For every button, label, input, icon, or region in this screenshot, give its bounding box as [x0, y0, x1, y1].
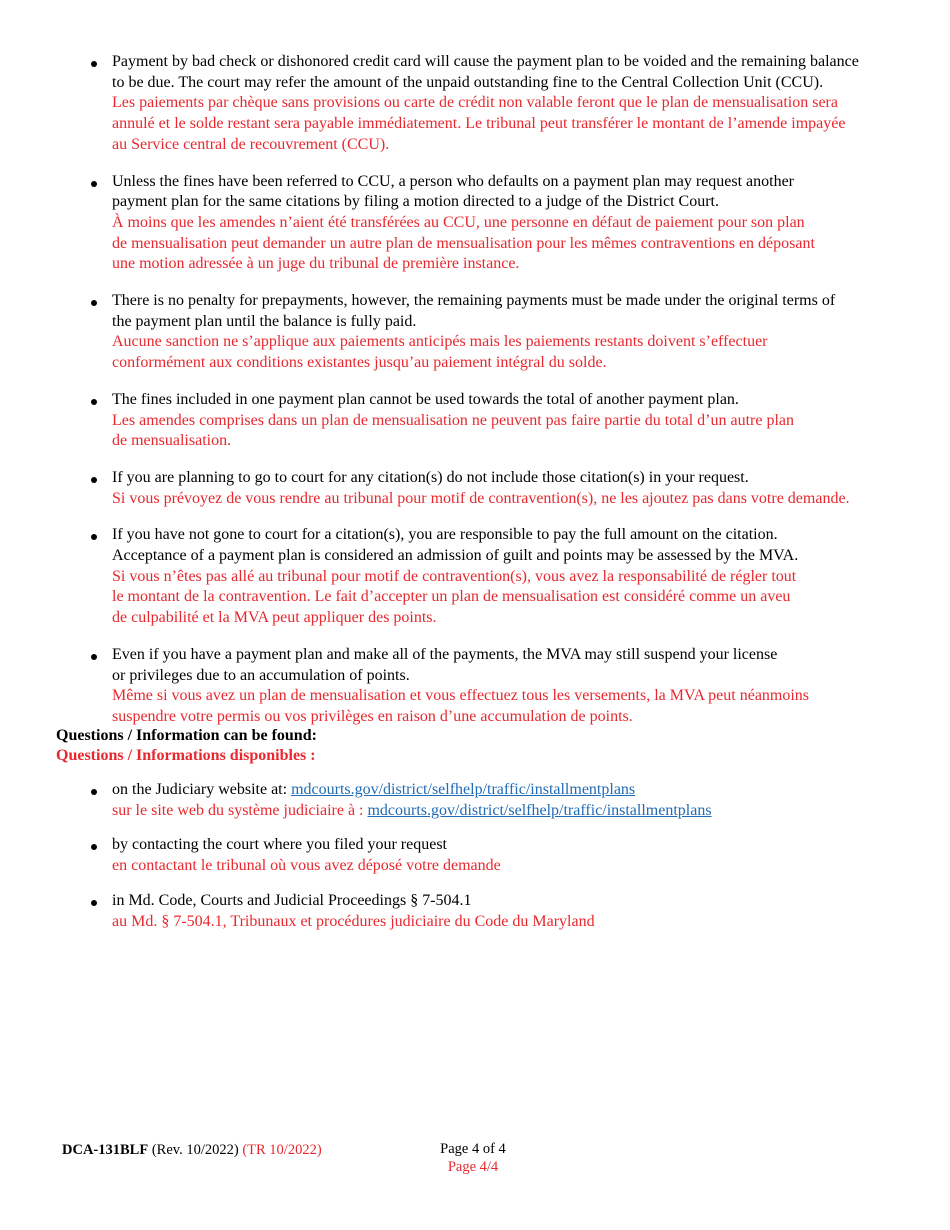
- list-item: [88, 525, 908, 629]
- text-line: There is no penalty for prepayments, however, the remaining payments must be made under the original terms of: [112, 292, 836, 310]
- bullet-text-fr: en contactant le tribunal où vous avez déposé votre demande: [112, 857, 501, 875]
- bullet-text-fr: [112, 489, 908, 510]
- text-line: annulé et le solde restant sera payable immédiatement. Le tribunal peut transférer le montant de l’amende impayée: [112, 115, 846, 133]
- list-item: [88, 291, 908, 374]
- bullet-text-en: [112, 780, 908, 801]
- bullet-text-en: [112, 172, 908, 213]
- text-line: to be due. The court may refer the amount of the unpaid outstanding fine to the Central Collection Unit (CCU).: [112, 73, 824, 91]
- bullet-text-en: [112, 52, 908, 93]
- text-line: Les paiements par chèque sans provisions ou carte de crédit non valable feront que le plan de mensualisation sera: [112, 94, 838, 112]
- bullet-text-fr: [112, 567, 908, 629]
- bullet-icon: [91, 477, 97, 483]
- text-line: the payment plan until the balance is fully paid.: [112, 312, 417, 330]
- bullet-icon: [91, 61, 97, 67]
- page-number: [400, 1140, 546, 1176]
- bullet-icon: [91, 900, 97, 906]
- bullet-icon: [91, 789, 97, 795]
- list-item: [88, 172, 908, 276]
- bullet-text-fr: [112, 93, 908, 155]
- list-item: [88, 52, 908, 156]
- bullet-icon: [91, 399, 97, 405]
- text-line: Si vous n’êtes pas allé au tribunal pour motif de contravention(s), vous avez la responsabilité de régler tout: [112, 567, 797, 585]
- list-item: [88, 645, 908, 728]
- text-line: une motion adressée à un juge du tribunal de première instance.: [112, 255, 520, 273]
- questions-heading-fr: Questions / Informations disponibles :: [56, 747, 316, 764]
- text-line: Even if you have a payment plan and make all of the payments, the MVA may still suspend your license: [112, 645, 778, 663]
- form-code: DCA-131BLF: [62, 1142, 149, 1158]
- text-line: Unless the fines have been referred to CCU, a person who defaults on a payment plan may request another: [112, 172, 794, 190]
- bullet-text-fr: au Md. § 7-504.1, Tribunaux et procédures judiciaire du Code du Maryland: [112, 912, 595, 930]
- form-revision-footer: [62, 1140, 322, 1161]
- questions-heading-en: Questions / Information can be found:: [56, 727, 317, 744]
- text-line: or privileges due to an accumulation of points.: [112, 666, 410, 684]
- bullet-text-fr: [112, 213, 908, 275]
- bullet-text-fr: [112, 411, 908, 452]
- text-line: suspendre votre permis ou vos privilèges en raison d’une accumulation de points.: [112, 707, 633, 725]
- page-number-en: Page 4 of 4: [440, 1141, 506, 1157]
- bullet-icon: [91, 181, 97, 187]
- text-line: Aucune sanction ne s’applique aux paiements anticipés mais les paiements restants doivent s’effectuer: [112, 333, 768, 351]
- bullet-icon: [91, 844, 97, 850]
- text-line: Même si vous avez un plan de mensualisation et vous effectuez tous les versements, la MVA peut néanmoins: [112, 687, 810, 705]
- text-line: Si vous prévoyez de vous rendre au tribunal pour motif de contravention(s), ne les ajoutez pas dans votre demande.: [112, 489, 850, 507]
- text-line: Les amendes comprises dans un plan de mensualisation ne peuvent pas faire partie du total d’un autre plan: [112, 411, 795, 429]
- list-item: [88, 390, 908, 452]
- bullet-text-en: [112, 645, 908, 686]
- bullet-text-en: [112, 525, 908, 566]
- bullet-icon: [91, 654, 97, 660]
- text-line: If you are planning to go to court for any citation(s) do not include those citation(s) in your request.: [112, 468, 749, 486]
- text-line: The fines included in one payment plan cannot be used towards the total of another payment plan.: [112, 390, 739, 408]
- text-line: le montant de la contravention. Le fait d’accepter un plan de mensualisation est considéré comme un aveu: [112, 588, 791, 606]
- text-line: Acceptance of a payment plan is considered an admission of guilt and points may be assessed by the MVA.: [112, 547, 799, 565]
- text-line: Payment by bad check or dishonored credit card will cause the payment plan to be voided and the remaining balance: [112, 53, 859, 70]
- translation-revision: (TR 10/2022): [242, 1142, 322, 1158]
- text-line: payment plan for the same citations by filing a motion directed to a judge of the District Court.: [112, 193, 719, 211]
- bullet-text-en: by contacting the court where you filed your request: [112, 836, 447, 854]
- revision-date: (Rev. 10/2022): [148, 1142, 243, 1158]
- bullet-text-fr: [112, 686, 908, 727]
- bullet-text-en: [112, 390, 908, 411]
- list-item: [88, 468, 908, 509]
- payment-plan-conditions-list: [88, 52, 908, 728]
- bullet-text-en: in Md. Code, Courts and Judicial Proceedings § 7-504.1: [112, 891, 472, 909]
- questions-heading: [56, 726, 317, 766]
- list-item: [88, 835, 908, 876]
- information-sources-list: [88, 780, 908, 932]
- bullet-text-fr: [112, 332, 908, 373]
- text-prefix: sur le site web du système judiciaire à :: [112, 801, 368, 819]
- text-line: de mensualisation peut demander un autre plan de mensualisation pour les mêmes contraventions en déposant: [112, 234, 815, 252]
- bullet-text-fr: [112, 801, 908, 822]
- page-number-fr: Page 4/4: [447, 1159, 499, 1175]
- text-prefix: on the Judiciary website at:: [112, 781, 292, 798]
- text-line: de mensualisation.: [112, 432, 232, 450]
- text-line: À moins que les amendes n’aient été transférées au CCU, une personne en défaut de paiement pour son plan: [112, 213, 805, 231]
- text-line: de culpabilité et la MVA peut appliquer des points.: [112, 609, 437, 627]
- bullet-text-en: [112, 291, 908, 332]
- list-item: [88, 891, 908, 932]
- text-line: conformément aux conditions existantes jusqu’au paiement intégral du solde.: [112, 354, 607, 372]
- bullet-icon: [91, 534, 97, 540]
- bullet-text-en: [112, 468, 908, 489]
- text-line: If you have not gone to court for a citation(s), you are responsible to pay the full amount on the citation.: [112, 526, 778, 544]
- list-item: [88, 780, 908, 821]
- judiciary-website-link-fr[interactable]: mdcourts.gov/district/selfhelp/traffic/installmentplans: [367, 801, 712, 819]
- text-line: au Service central de recouvrement (CCU).: [112, 135, 390, 153]
- judiciary-website-link[interactable]: mdcourts.gov/district/selfhelp/traffic/installmentplans: [291, 781, 636, 798]
- bullet-icon: [91, 300, 97, 306]
